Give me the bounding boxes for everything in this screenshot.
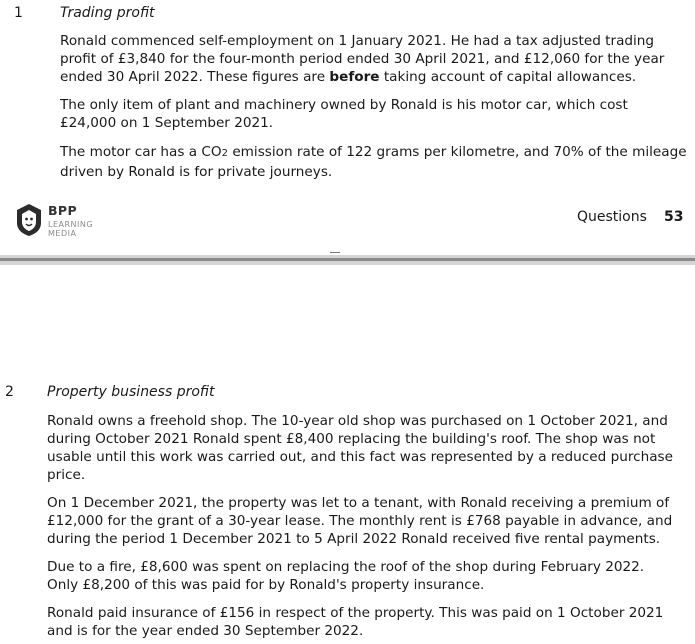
paragraph-text: The motor car has a CO (60, 144, 222, 160)
footer-section-label: Questions (577, 209, 647, 225)
page-top (0, 0, 695, 255)
question2-paragraph-4: Ronald paid insurance of £156 in respect of the property. This was paid on 1 October 2021 and is for the year ended 30 September 2022. (47, 605, 664, 639)
lion-head-icon (14, 203, 44, 237)
page-divider-line (0, 258, 695, 261)
paragraph-text: Ronald commenced self-employment on 1 January 2021. He had a tax adjusted trading profit of £3,840 for the four-month period ended 30 April 2021, and £12,060 for the year ended 30 April 2022. These figures are (60, 33, 665, 85)
emphasis-text: before (329, 69, 380, 85)
question2-paragraph-2: On 1 December 2021, the property was let to a tenant, with Ronald receiving a premium of £12,000 for the grant of a 30-year lease. The monthly rent is £768 payable in advance, and during the period 1 December 2021 to 5 April 2022 Ronald received five rental payments. (47, 495, 673, 547)
paragraph-text: emission rate of 122 grams per kilometre, and 70% of the mileage driven by Ronald is for private journeys. (60, 144, 687, 180)
logo-name: BPP (48, 203, 78, 218)
question1-paragraph-3 (60, 143, 688, 181)
question-number: 1 (14, 5, 23, 21)
logo-subtitle: MEDIA (48, 229, 77, 238)
question1-paragraph-1 (60, 32, 688, 86)
question-number: 2 (5, 384, 14, 400)
subscript-text: 2 (221, 148, 228, 159)
logo-subtitle: LEARNING (48, 220, 94, 229)
divider-mark (330, 252, 340, 253)
question2-paragraph-1: Ronald owns a freehold shop. The 10-year old shop was purchased on 1 October 2021, and during October 2021 Ronald spent £8,400 replacing the building's roof. The shop was not usable until this work was carried out, and this fact was represented by a reduced purchase price. (47, 413, 673, 483)
question-title: Trading profit (60, 5, 155, 21)
question2-paragraph-3: Due to a fire, £8,600 was spent on replacing the roof of the shop during February 2022. Only £8,200 of this was paid for by Ronald's property insurance. (47, 559, 645, 593)
page-bottom (0, 265, 695, 644)
question-title: Property business profit (47, 384, 215, 400)
paragraph-text: taking account of capital allowances. (379, 69, 637, 85)
question1-paragraph-2: The only item of plant and machinery owned by Ronald is his motor car, which cost £24,000 on 1 September 2021. (60, 97, 628, 131)
page-number: 53 (664, 209, 684, 225)
